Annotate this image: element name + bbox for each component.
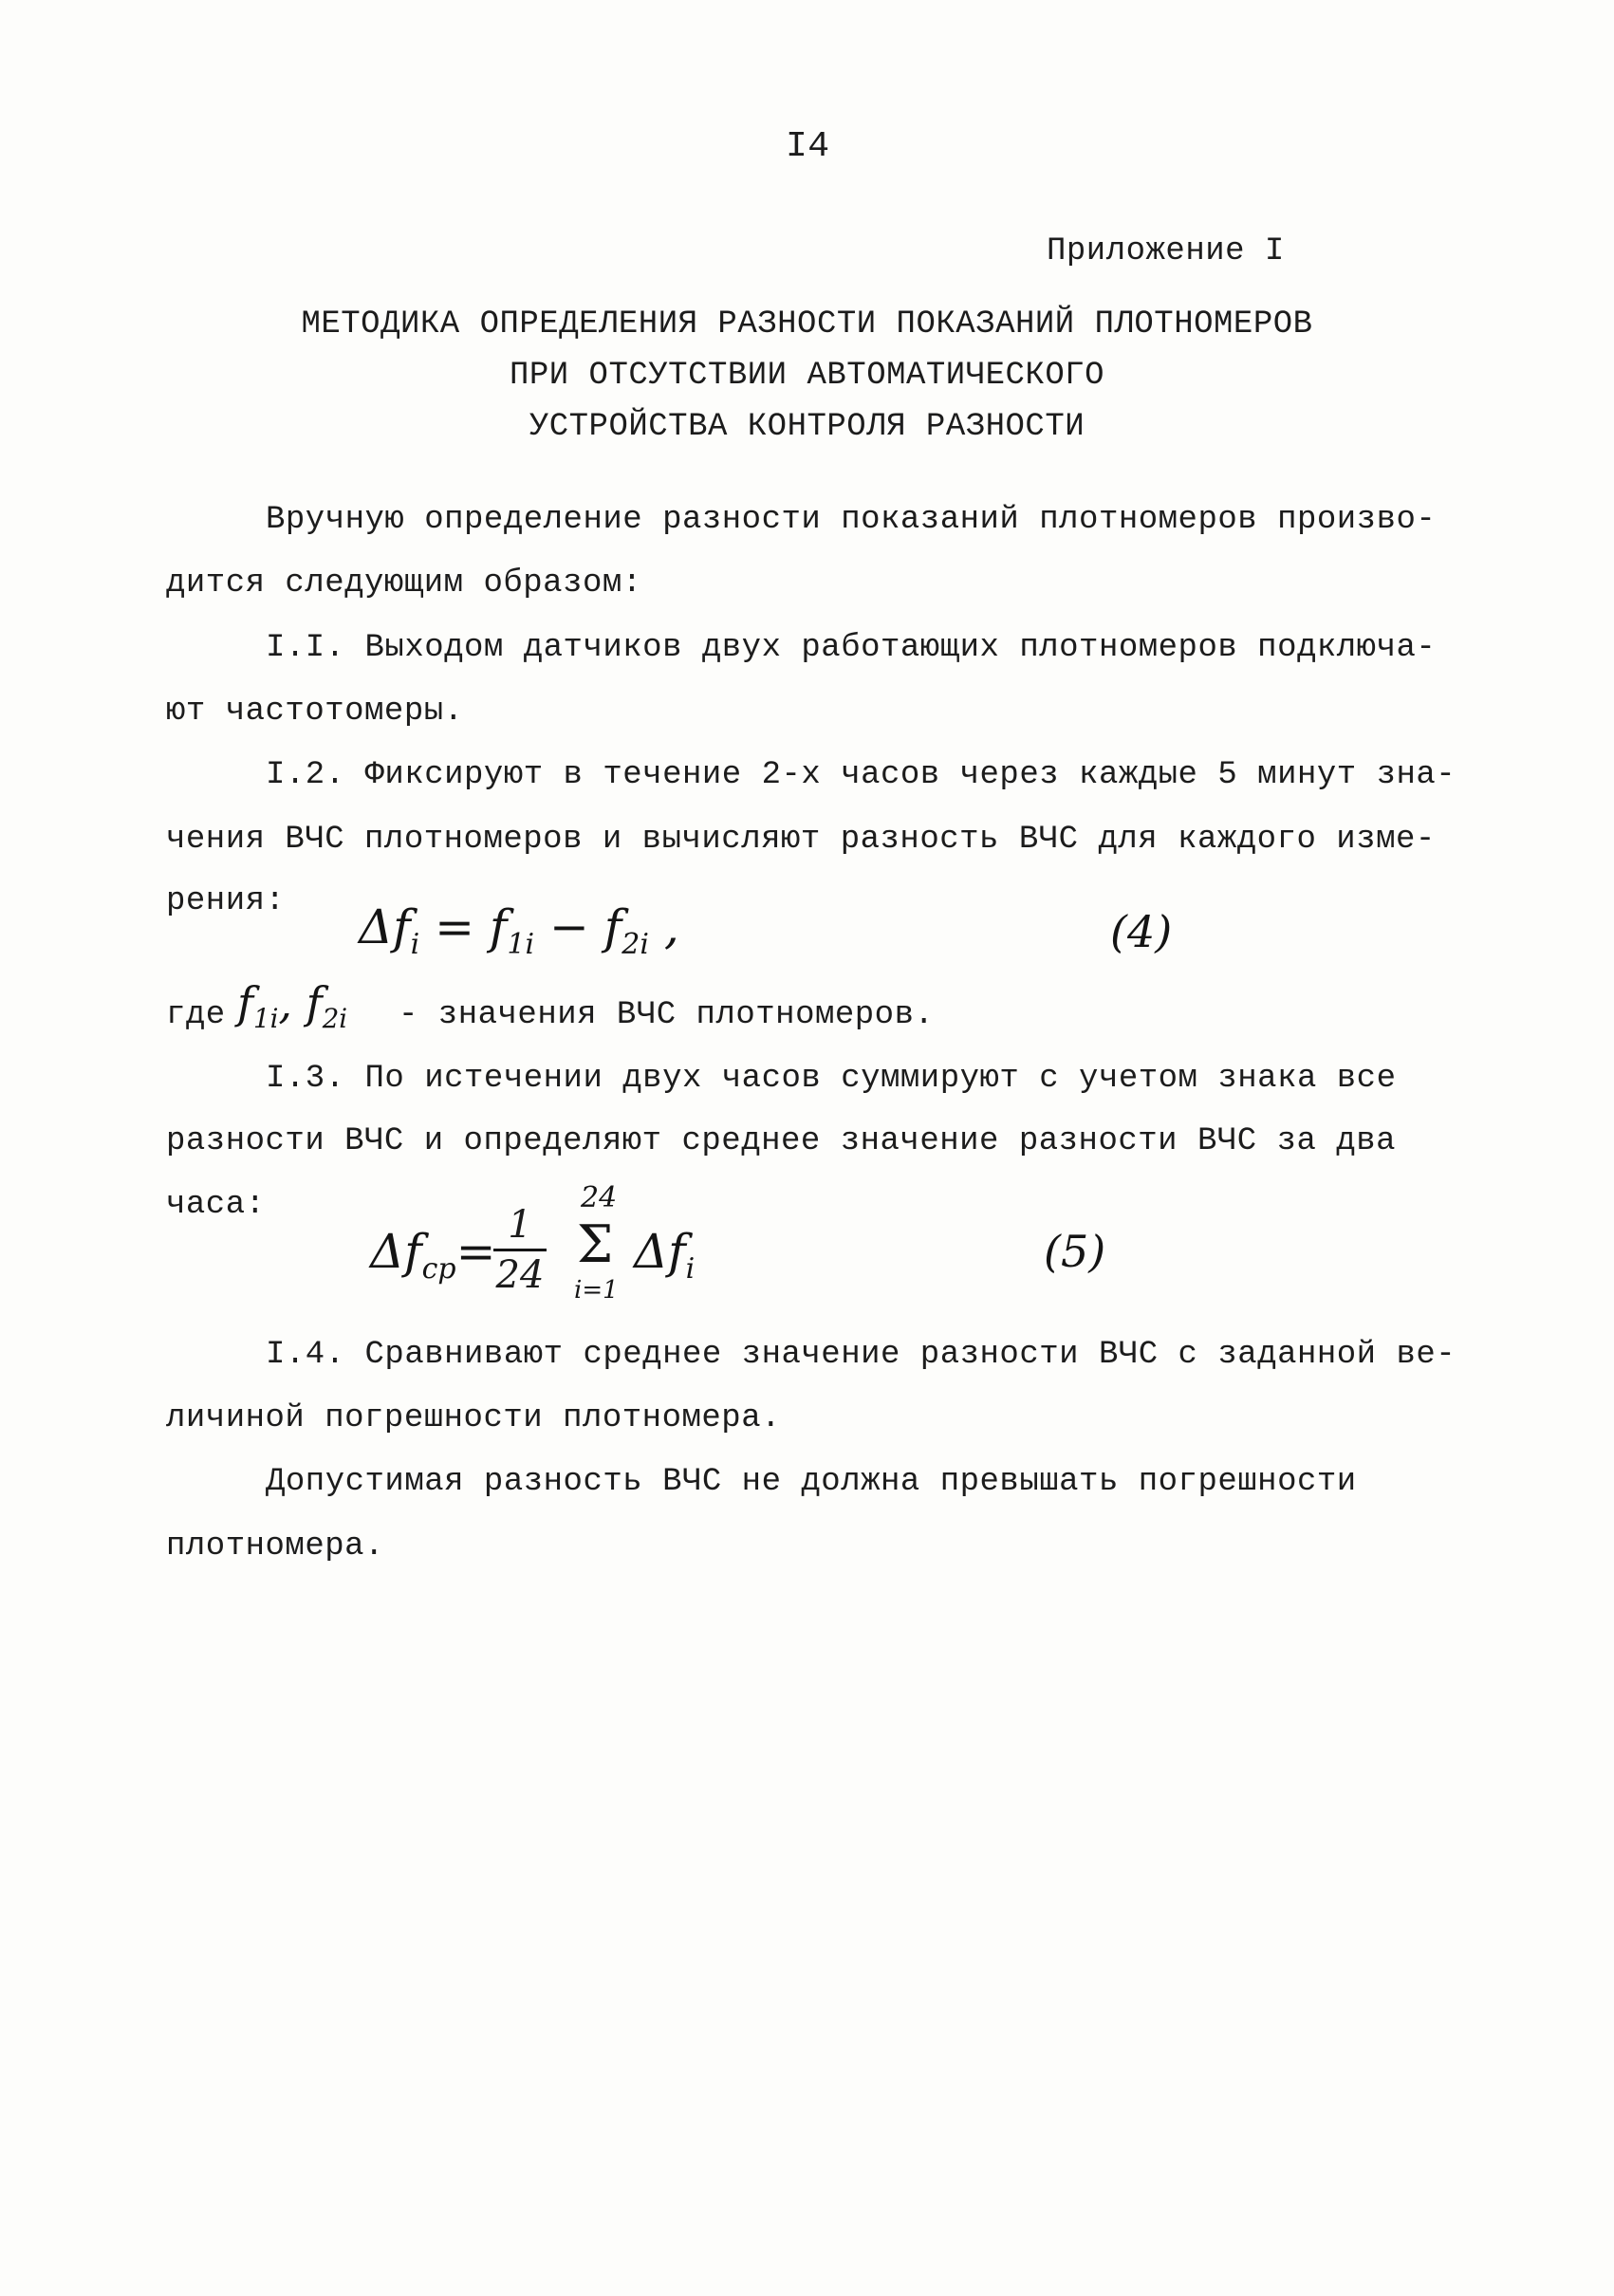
- where-f1-sub: 1i: [253, 1003, 279, 1035]
- formula-4-number: (4): [1110, 906, 1173, 957]
- where-f2-sub: 2i: [322, 1003, 348, 1035]
- title-line-3: УСТРОЙСТВА КОНТРОЛЯ РАЗНОСТИ: [529, 409, 1085, 445]
- sum-lower-limit: i=1: [574, 1276, 619, 1305]
- formula-4-lhs: Δf: [359, 899, 411, 954]
- formula-4-minus: − f: [534, 899, 622, 954]
- sum-upper-limit: 24: [581, 1181, 618, 1214]
- formula-5-term-symbol: Δf: [634, 1224, 686, 1279]
- item-1-3-line-2: разности ВЧС и определяют среднее значение разности ВЧС за два: [166, 1123, 1397, 1159]
- formula-5-fraction: [493, 1203, 547, 1297]
- formula-5-lhs-symbol: Δf: [370, 1224, 422, 1279]
- intro-line-1: Вручную определение разности показаний плотномеров произво-: [266, 502, 1437, 538]
- formula-4-a-sub: 1i: [507, 928, 535, 961]
- sum-sign: Σ: [577, 1214, 614, 1274]
- item-1-2-line-2: чения ВЧС плотномеров и вычисляют разность ВЧС для каждого изме-: [166, 822, 1436, 858]
- item-1-3-line-3: часа:: [166, 1187, 266, 1223]
- formula-5-eq: =: [455, 1224, 496, 1279]
- intro-line-2: дится следующим образом:: [166, 565, 642, 602]
- closing-line-1: Допустимая разность ВЧС не должна превышать погрешности: [266, 1464, 1357, 1500]
- formula-4-lhs-sub: i: [410, 928, 420, 961]
- item-1-1-line-2: ют частотомеры.: [166, 694, 464, 730]
- item-1-2-line-3: рения:: [166, 883, 286, 919]
- title-line-2: ПРИ ОТСУТСТВИИ АВТОМАТИЧЕСКОГО: [509, 358, 1105, 394]
- formula-5-number: (5): [1044, 1226, 1106, 1277]
- where-f1: f: [237, 977, 254, 1028]
- closing-line-2: плотномера.: [166, 1528, 384, 1565]
- item-1-4-line-1: I.4. Сравнивают среднее значение разности ВЧС с заданной ве-: [266, 1337, 1456, 1373]
- where-prefix: где: [166, 997, 226, 1033]
- where-sep: , f: [278, 977, 323, 1028]
- formula-4-comma: ,: [648, 899, 679, 954]
- formula-4-eq: = f: [419, 899, 508, 954]
- formula-5-numerator: 1: [508, 1203, 532, 1247]
- item-1-1-line-1: I.I. Выходом датчиков двух работающих плотномеров подключа-: [266, 630, 1437, 666]
- where-variables: [237, 977, 347, 1034]
- item-1-3-line-1: I.3. По истечении двух часов суммируют с учетом знака все: [266, 1061, 1397, 1097]
- formula-4: [359, 899, 679, 961]
- item-1-2-line-1: I.2. Фиксируют в течение 2-х часов через каждые 5 минут зна-: [266, 757, 1456, 793]
- where-text: - значения ВЧС плотномеров.: [399, 997, 935, 1033]
- item-1-4-line-2: личиной погрешности плотномера.: [166, 1400, 782, 1436]
- appendix-label: Приложение I: [1047, 233, 1285, 269]
- formula-5-denominator: 24: [495, 1253, 545, 1297]
- formula-5-lhs: [370, 1224, 496, 1286]
- page-number: I4: [786, 126, 830, 167]
- formula-5-term: [634, 1224, 695, 1286]
- formula-4-b-sub: 2i: [621, 928, 649, 961]
- formula-5-lhs-sub: ср: [421, 1252, 456, 1286]
- formula-5-term-sub: i: [685, 1252, 696, 1286]
- fraction-bar: [493, 1249, 547, 1251]
- title-line-1: МЕТОДИКА ОПРЕДЕЛЕНИЯ РАЗНОСТИ ПОКАЗАНИЙ ПЛОТНОМЕРОВ: [301, 306, 1313, 343]
